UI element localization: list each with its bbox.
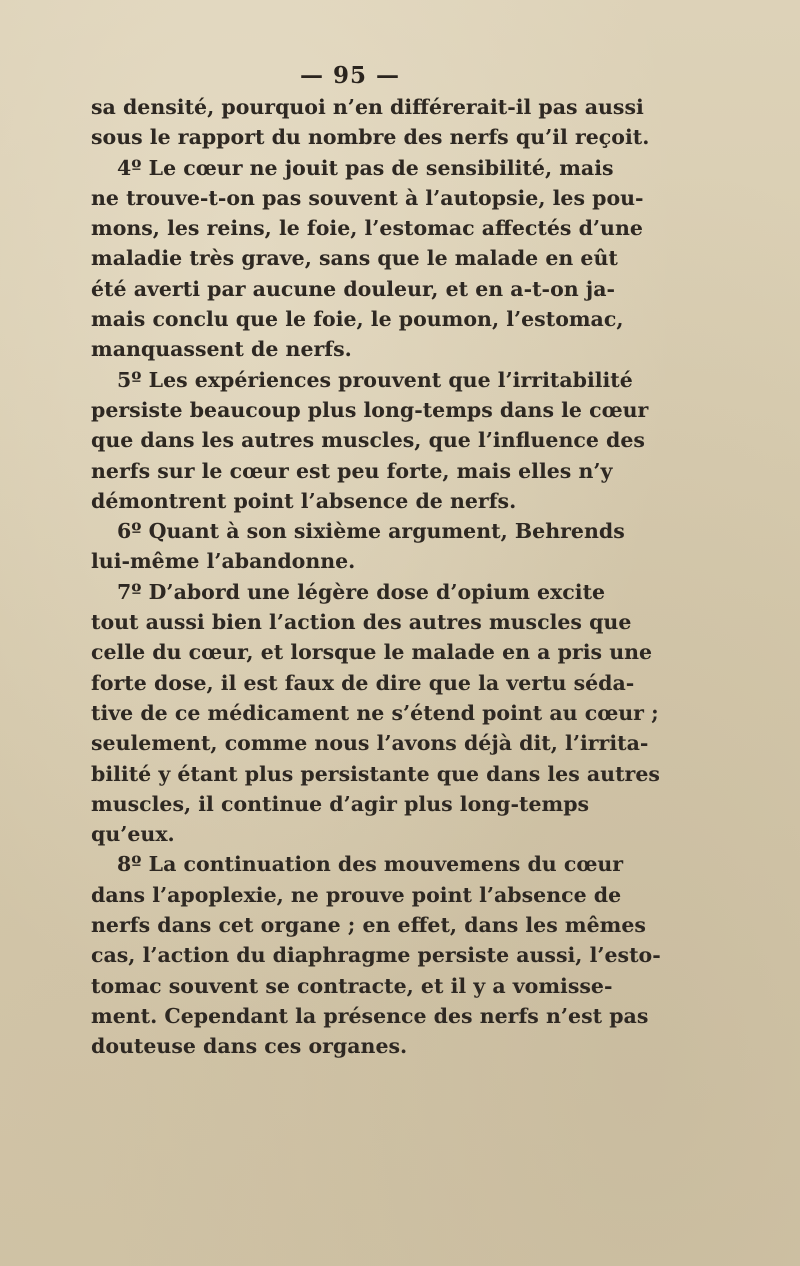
paragraph-p8: [91, 849, 661, 1061]
text-line: tive de ce médicament ne s’étend point au cœur ;: [91, 700, 659, 725]
text-line: manquassent de nerfs.: [91, 337, 352, 362]
paragraph-p6: [91, 516, 625, 577]
text-line: ment. Cependant la présence des nerfs n’est pas: [91, 1003, 649, 1028]
paragraph-p4: [91, 153, 644, 365]
text-line: forte dose, il est faux de dire que la vertu séda-: [91, 670, 635, 695]
text-line: muscles, il continue d’agir plus long-temps: [91, 791, 590, 816]
text-line: celle du cœur, et lorsque le malade en a pris une: [91, 640, 653, 665]
text-line: démontrent point l’absence de nerfs.: [91, 488, 517, 513]
text-line: seulement, comme nous l’avons déjà dit, l’irrita-: [91, 731, 649, 756]
text-line: ne trouve-t-on pas souvent à l’autopsie, les pou-: [91, 185, 644, 210]
text-line: 6º Quant à son sixième argument, Behrends: [117, 519, 625, 544]
text-line: 8º La continuation des mouvemens du cœur: [117, 852, 624, 877]
text-line: bilité y étant plus persistante que dans les autres: [91, 761, 660, 786]
text-line: nerfs sur le cœur est peu forte, mais elles n’y: [91, 458, 613, 483]
paragraph-p5: [91, 365, 649, 516]
text-line: mons, les reins, le foie, l’estomac affectés d’une: [91, 216, 643, 241]
text-line: que dans les autres muscles, que l’influence des: [91, 428, 645, 453]
text-line: lui-même l’abandonne.: [91, 549, 356, 574]
text-line: maladie très grave, sans que le malade en eût: [91, 246, 618, 271]
text-line: douteuse dans ces organes.: [91, 1034, 408, 1059]
text-line: 7º D’abord une légère dose d’opium excite: [117, 579, 606, 604]
paragraph-p1: [91, 92, 650, 153]
text-line: persiste beaucoup plus long-temps dans le cœur: [91, 397, 649, 422]
text-line: nerfs dans cet organe ; en effet, dans les mêmes: [91, 913, 646, 938]
text-line: sous le rapport du nombre des nerfs qu’il reçoit.: [91, 125, 650, 150]
text-line: été averti par aucune douleur, et en a-t-on ja-: [91, 276, 615, 301]
text-line: 4º Le cœur ne jouit pas de sensibilité, mais: [117, 155, 614, 180]
body-text: [91, 92, 661, 1062]
text-line: sa densité, pourquoi n’en différerait-il pas aussi: [91, 95, 644, 119]
text-line: dans l’apoplexie, ne prouve point l’absence de: [91, 882, 622, 907]
text-line: mais conclu que le foie, le poumon, l’estomac,: [91, 307, 624, 332]
text-line: 5º Les expériences prouvent que l’irritabilité: [117, 367, 633, 392]
paragraph-p7: [91, 577, 660, 850]
text-line: tomac souvent se contracte, et il y a vomisse-: [91, 973, 613, 998]
page-number: — 95 —: [299, 62, 401, 89]
text-line: qu’eux.: [91, 822, 175, 847]
text-line: tout aussi bien l’action des autres muscles que: [91, 610, 632, 635]
text-line: cas, l’action du diaphragme persiste aussi, l’esto-: [91, 943, 661, 968]
